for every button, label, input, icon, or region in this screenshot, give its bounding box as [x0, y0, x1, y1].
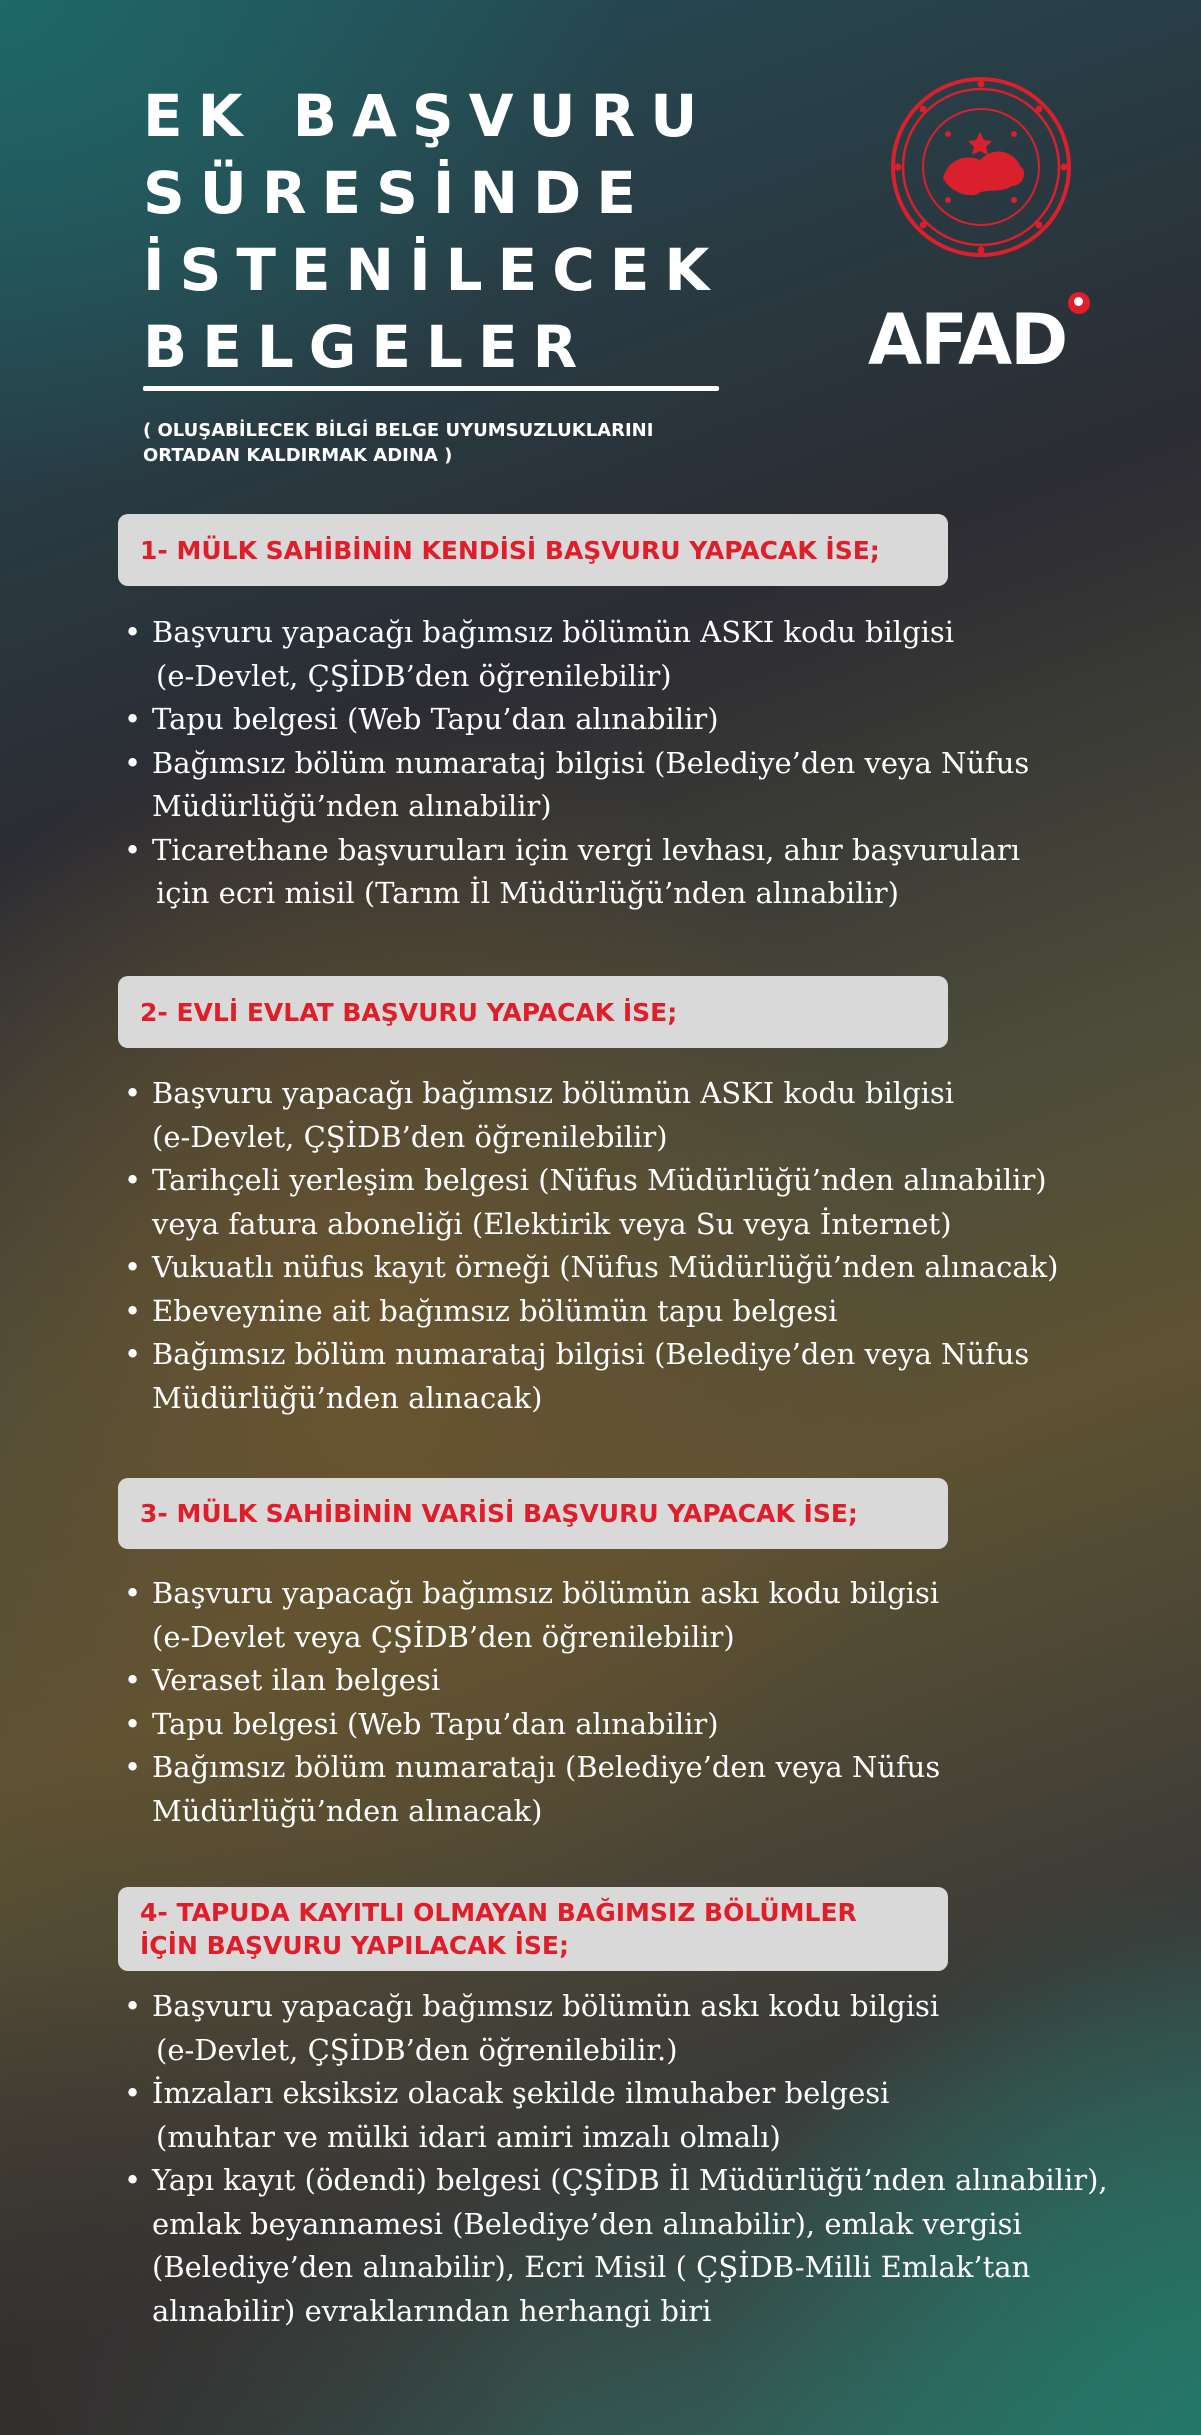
section-3-list [124, 1572, 1084, 1833]
section-3-header [118, 1478, 948, 1549]
list-item-line: Müdürlüğü’nden alınabilir) [152, 789, 552, 823]
list-item-line: • İmzaları eksiksiz olacak şekilde ilmuhaber belgesi [152, 2076, 890, 2110]
list-item [124, 2072, 1084, 2159]
list-item [124, 2159, 1108, 2333]
list-item-line: (Belediye’den alınabilir), Ecri Misil ( ÇŞİDB-Milli Emlak’tan [152, 2250, 1031, 2284]
title-line: EK BAŞVURU [143, 82, 713, 150]
list-item [124, 1572, 1084, 1659]
list-item-line: • Tapu belgesi (Web Tapu’dan alınabilir) [152, 1706, 719, 1741]
list-item-line: emlak beyannamesi (Belediye’den alınabilir), emlak vergisi [152, 2206, 1022, 2241]
list-item-line: (e-Devlet, ÇŞİDB’den öğrenilebilir) [156, 658, 672, 693]
list-item-line: (e-Devlet, ÇŞİDB’den öğrenilebilir) [152, 1119, 668, 1154]
list-item [124, 1659, 1084, 1703]
section-header-line: 1- MÜLK SAHİBİNİN KENDİSİ BAŞVURU YAPACAK İSE; [140, 535, 880, 565]
section-2-header [118, 976, 948, 1048]
list-item [124, 829, 1084, 916]
list-item-line: alınabilir) evraklarından herhangi biri [152, 2293, 712, 2328]
title-underline [143, 386, 719, 391]
section-header-line: 3- MÜLK SAHİBİNİN VARİSİ BAŞVURU YAPACAK İSE; [140, 1499, 858, 1528]
list-item [124, 1746, 1084, 1833]
afad-logo-mark-icon [1068, 292, 1090, 314]
title-line: SÜRESİNDE [143, 159, 651, 227]
section-header-line: 2- EVLİ EVLAT BAŞVURU YAPACAK İSE; [140, 997, 678, 1027]
section-4-list [124, 1985, 1108, 2333]
list-item-line: • Başvuru yapacağı bağımsız bölümün ASKI kodu bilgisi [152, 1076, 955, 1110]
list-item-line: • Vukuatlı nüfus kayıt örneği (Nüfus Müdürlüğü’nden alınacak) [152, 1250, 1059, 1284]
list-item-line: • Ebeveynine ait bağımsız bölümün tapu belgesi [152, 1293, 838, 1328]
list-item-line: (muhtar ve mülki idari amiri imzalı olmalı) [156, 2119, 781, 2154]
list-item [124, 1072, 1084, 1159]
subtitle-line: ( OLUŞABİLECEK BİLGİ BELGE UYUMSUZLUKLARINI [143, 420, 654, 441]
list-item-line: (e-Devlet, ÇŞİDB’den öğrenilebilir.) [156, 2032, 678, 2067]
list-item-line: • Yapı kayıt (ödendi) belgesi (ÇŞİDB İl Müdürlüğü’nden alınabilir), [152, 2163, 1108, 2197]
section-1-list [124, 611, 1084, 916]
list-item-line: • Veraset ilan belgesi [152, 1663, 441, 1697]
section-1-header [118, 514, 948, 586]
list-item [124, 698, 1084, 742]
list-item [124, 1159, 1084, 1246]
section-2-list [124, 1072, 1084, 1420]
list-item-line: • Tapu belgesi (Web Tapu’dan alınabilir) [152, 702, 719, 736]
list-item-line: • Bağımsız bölüm numarataj bilgisi (Belediye’den veya Nüfus [152, 745, 1030, 780]
list-item [124, 1290, 1084, 1334]
list-item-line: (e-Devlet veya ÇŞİDB’den öğrenilebilir) [152, 1619, 735, 1654]
section-header-line: İÇİN BAŞVURU YAPILACAK İSE; [140, 1931, 570, 1960]
page-subtitle [143, 418, 763, 468]
list-item-line: • Bağımsız bölüm numarataj bilgisi (Belediye’den veya Nüfus [152, 1337, 1030, 1371]
list-item [124, 742, 1084, 829]
list-item-line: • Başvuru yapacağı bağımsız bölümün askı kodu bilgisi [152, 1576, 940, 1610]
list-item [124, 1703, 1084, 1747]
ministry-seal-icon [888, 74, 1074, 260]
list-item-line: • Başvuru yapacağı bağımsız bölümün askı kodu bilgisi [152, 1989, 940, 2023]
list-item-line: • Ticarethane başvuruları için vergi levhası, ahır başvuruları [152, 832, 1021, 867]
list-item-line: • Tarihçeli yerleşim belgesi (Nüfus Müdürlüğü’nden alınabilir) [152, 1163, 1047, 1197]
list-item [124, 1246, 1084, 1290]
list-item-line: • Başvuru yapacağı bağımsız bölümün ASKI kodu bilgisi [152, 615, 955, 649]
page-title [143, 78, 763, 386]
title-line: İSTENİLECEK [143, 236, 725, 304]
list-item-line: için ecri misil (Tarım İl Müdürlüğü’nden alınabilir) [156, 876, 899, 910]
afad-logo: AFAD [868, 299, 1067, 381]
list-item-line: Müdürlüğü’nden alınacak) [152, 1380, 543, 1415]
list-item [124, 611, 1084, 698]
list-item-line: • Bağımsız bölüm numaratajı (Belediye’den veya Nüfus [152, 1750, 941, 1784]
list-item-line: Müdürlüğü’nden alınacak) [152, 1793, 543, 1828]
section-4-header [118, 1887, 948, 1971]
list-item [124, 1985, 1084, 2072]
list-item [124, 1333, 1084, 1420]
title-line: BELGELER [143, 313, 593, 381]
section-header-line: 4- TAPUDA KAYITLI OLMAYAN BAĞIMSIZ BÖLÜMLER [140, 1898, 857, 1927]
list-item-line: veya fatura aboneliği (Elektirik veya Su veya İnternet) [152, 1206, 952, 1241]
subtitle-line: ORTADAN KALDIRMAK ADINA ) [143, 445, 453, 466]
